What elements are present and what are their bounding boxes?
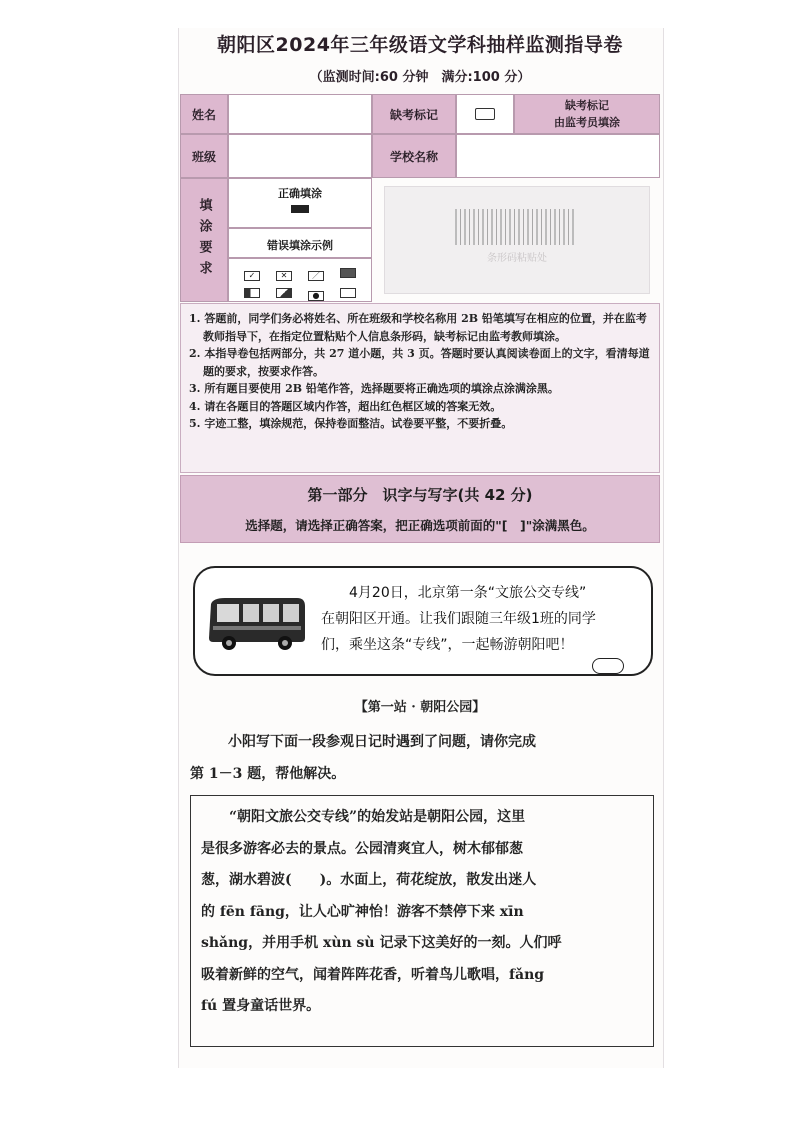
school-field[interactable] [456, 134, 660, 178]
diary-passage [190, 795, 654, 1047]
slash-sample-icon: ／ [308, 271, 324, 281]
bubble-line3: 们，乘坐这条“专线”，一起畅游朝阳吧！ [321, 637, 574, 653]
partial-sample-icon [340, 268, 356, 278]
fill-req-cell [180, 178, 228, 302]
absent-note-line2: 由监考员填涂 [554, 116, 620, 129]
instruction-item: 3. 所有题目要使用 2B 铅笔作答，选择题要将正确选项的填涂点涂满涂黑。 [189, 382, 559, 395]
correct-fill-label: 正确填涂 [278, 187, 322, 200]
bubble-line1: 4月20日，北京第一条“文旅公交专线” [349, 585, 587, 601]
name-label: 姓名 [180, 94, 228, 134]
exam-title: 朝阳区2024年三年级语文学科抽样监测指导卷 [217, 34, 623, 56]
bus-icon [205, 594, 309, 652]
part1-instructions: 选择题，请选择正确答案，把正确选项前面的"[ ]"涂满黑色。 [245, 518, 595, 533]
correct-fill-cell [228, 178, 372, 228]
barcode-area[interactable] [384, 186, 650, 294]
passage-line: fú 置身童话世界。 [201, 998, 321, 1014]
bubble-line2: 在朝阳区开通。让我们跟随三年级1班的同学 [321, 611, 596, 627]
name-field[interactable] [228, 94, 372, 134]
exam-subtitle: （监测时间:60 分钟 满分:100 分） [309, 70, 531, 85]
school-label: 学校名称 [372, 134, 456, 178]
class-field[interactable] [228, 134, 372, 178]
part1-title: 第一部分 识字与写字(共 42 分) [307, 486, 533, 504]
wrong-fill-cell [228, 228, 372, 258]
intro-line2: 第 1－3 题，帮他解决。 [190, 766, 346, 782]
instruction-item: 4. 请在各题目的答题区域内作答，超出红色框区域的答案无效。 [189, 399, 502, 413]
exam-instructions [180, 303, 660, 473]
absent-mark-box [475, 108, 495, 120]
wrong-fill-samples [228, 258, 372, 302]
class-label: 班级 [180, 134, 228, 178]
passage-line: 葱，湖水碧波( )。水面上，荷花绽放，散发出迷人 [201, 872, 537, 888]
intro-line1: 小阳写下面一段参观日记时遇到了问题，请你完成 [228, 734, 536, 750]
intro-bubble [193, 566, 653, 676]
absent-checkbox[interactable] [456, 94, 514, 134]
absent-label: 缺考标记 [372, 94, 456, 134]
part1-header [180, 475, 660, 543]
question-intro [190, 726, 660, 790]
triangle-sample-icon [276, 288, 292, 298]
passage-line: 吸着新鲜的空气，闻着阵阵花香，听着鸟儿歌唱，fǎng [201, 966, 545, 983]
passage-line: “朝阳文旅公交专线”的始发站是朝阳公园，这里 [201, 809, 526, 825]
passage-line: 是很多游客必去的景点。公园清爽宜人，树木郁郁葱 [201, 840, 523, 857]
bubble-text [321, 580, 641, 658]
absent-note [514, 94, 660, 134]
empty-sample-icon [340, 288, 356, 298]
instruction-item: 1. 答题前，同学们务必将姓名、所在班级和学校名称用 2B 铅笔填写在相应的位置，并在监考教师指导下，在指定位置粘贴个人信息条形码，缺考标记由监考教师填涂。 [189, 312, 647, 343]
check-sample-icon: ✓ [244, 271, 260, 281]
instruction-item: 5. 字迹工整，填涂规范，保持卷面整洁。试卷要平整，不要折叠。 [189, 417, 513, 430]
half-sample-icon [244, 288, 260, 298]
barcode-placeholder: 条形码粘贴处 [487, 253, 547, 264]
wrong-fill-label: 错误填涂示例 [267, 239, 333, 252]
dot-sample-icon: ● [308, 291, 324, 301]
instruction-item: 2. 本指导卷包括两部分，共 27 道小题，共 3 页。答题时要认真阅读卷面上的文字，看清每道题的要求，按要求作答。 [189, 347, 650, 378]
barcode-icon [455, 209, 575, 245]
passage-line: 的 fēn fāng，让人心旷神怡！游客不禁停下来 xīn [201, 903, 524, 920]
correct-fill-sample [291, 205, 309, 213]
passage-line: shǎng，并用手机 xùn sù 记录下这美好的一刻。人们呼 [201, 935, 562, 951]
fill-req-label: 填涂要求 [196, 198, 212, 282]
station-heading: 【第一站 · 朝阳公园】 [354, 700, 486, 715]
bubble-tail-icon [592, 658, 624, 674]
absent-note-line1: 缺考标记 [565, 99, 609, 112]
cross-sample-icon: ✕ [276, 271, 292, 281]
